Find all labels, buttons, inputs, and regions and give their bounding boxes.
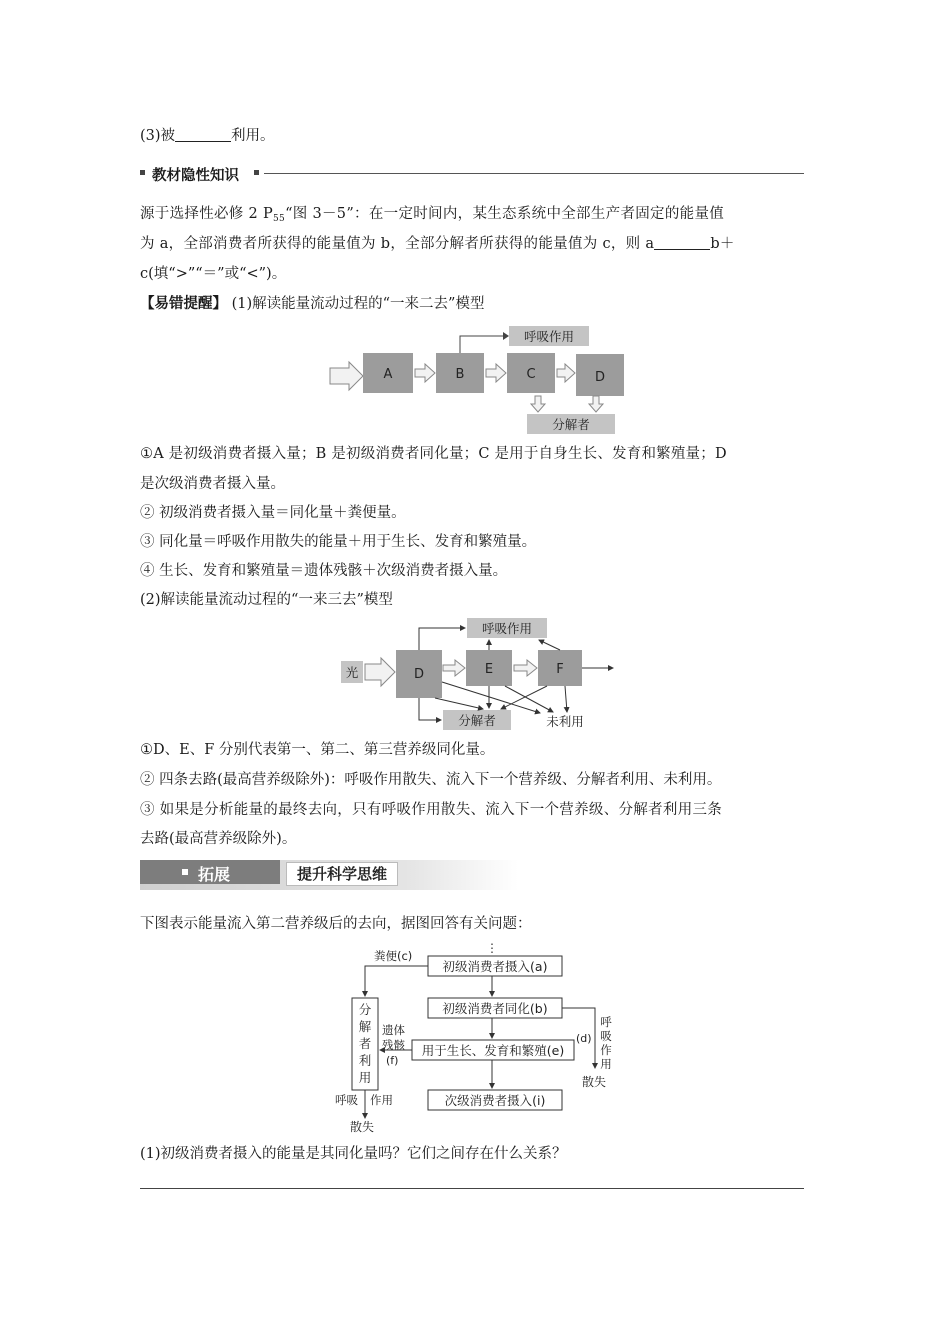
energy-flow-diagram-2 (335, 612, 620, 734)
arrow-icon (514, 660, 537, 676)
remains-label-2: 残骸 (382, 1038, 405, 1052)
box-f-label: F (556, 662, 564, 677)
down-arrow-icon (589, 396, 603, 412)
hidden-knowledge-line-1: 源于选择性必修 2 $P_{55}“$图 3－5”：在一定时间内，某生态系统中全部生产者固定的能量值 (140, 206, 725, 224)
lost-left: 散失 (350, 1120, 375, 1134)
svg-text:利: 利 (358, 1053, 372, 1068)
point-1-line-1: ①A 是初级消费者摄入量；B 是初级消费者同化量；C 是用于自身生长、发育和繁殖量；D (140, 446, 727, 462)
banner-text-box (286, 862, 398, 886)
extension-banner (140, 860, 518, 890)
resp-left-2: 作用 (370, 1093, 393, 1107)
assimilation-label: 初级消费者同化(b) (442, 1001, 548, 1016)
box-a-label: A (383, 367, 393, 382)
decomposer-label: 分解者 (552, 417, 590, 432)
intro-text: 下图表示能量流入第二营养级后的去向，据图回答有关问题： (140, 916, 532, 932)
square-bullet-icon (182, 869, 188, 875)
lost-right: 散失 (582, 1075, 607, 1089)
point2-3-cont: 去路(最高营养级除外)。 (140, 831, 297, 847)
energy-flow-diagram-1 (325, 322, 635, 437)
point2-3: ③ 如果是分析能量的最终去向，只有呼吸作用散失、流入下一个营养级、分解者利用三条 (140, 802, 723, 818)
light-label: 光 (345, 665, 359, 680)
banner-tag: 拓展 (198, 865, 231, 884)
point2-2: ② 四条去路(最高营养级除外)：呼吸作用散失、流入下一个营养级、分解者利用、未利用。 (140, 772, 722, 788)
hidden-knowledge-line-2: 为 a，全部消费者所获得的能量值为 b，全部分解者所获得的能量值为 c，则 a b＋ (140, 236, 735, 252)
respiration-label: 呼吸作用 (523, 329, 575, 344)
point-1-line-2: 是次级消费者摄入量。 (140, 476, 285, 492)
input-arrow-icon (365, 658, 395, 686)
arrowhead-icon (503, 332, 509, 340)
next-level-label: 次级消费者摄入(i) (444, 1093, 546, 1108)
answer-blank (175, 127, 231, 142)
answer-line (140, 1188, 804, 1189)
unused-label: 未利用 (546, 714, 584, 729)
model-2-heading: (2)解读能量流动过程的“一来三去”模型 (140, 592, 393, 608)
growth-label: 用于生长、发育和繁殖(e) (421, 1043, 565, 1058)
remains-label-3: (f) (386, 1054, 399, 1067)
svg-text:用: 用 (358, 1070, 372, 1085)
square-bullet-icon (140, 170, 145, 175)
error-tip: 【易错提醒】 (1)解读能量流动过程的“一来二去”模型 (140, 296, 485, 312)
point-2: ② 初级消费者摄入量＝同化量＋粪便量。 (140, 505, 406, 521)
box-d-label: D (413, 667, 425, 682)
question-3: (3)被 利用。 (140, 128, 275, 144)
dots: ⋮ (486, 941, 498, 955)
svg-text:呼: 呼 (600, 1015, 612, 1029)
section-divider (264, 173, 804, 174)
question-1: (1)初级消费者摄入的能量是其同化量吗？它们之间存在什么关系？ (140, 1146, 567, 1162)
arrow-icon (443, 660, 465, 676)
point-4: ④ 生长、发育和繁殖量＝遗体残骸＋次级消费者摄入量。 (140, 563, 508, 579)
box-c-label: C (526, 367, 536, 382)
svg-text:分: 分 (358, 1002, 372, 1017)
box-e-label: E (484, 662, 494, 677)
hidden-knowledge-line-3: c(填“>”“＝”或“<”)。 (140, 266, 287, 282)
second-trophic-level-diagram (330, 938, 630, 1138)
respiration-label: 呼吸作用 (481, 621, 533, 636)
arrow-icon (415, 364, 435, 382)
square-bullet-icon (254, 170, 259, 175)
banner-text: 提升科学思维 (297, 865, 388, 883)
box-b-label: B (455, 367, 465, 382)
box-d-label: D (594, 370, 606, 385)
answer-blank (654, 235, 710, 250)
svg-text:作: 作 (600, 1043, 612, 1057)
svg-text:者: 者 (358, 1036, 372, 1051)
down-arrow-icon (531, 396, 545, 412)
remains-label-1: 遗体 (382, 1023, 405, 1037)
feces-label: 粪便(c) (374, 949, 413, 963)
arrow-icon (557, 364, 575, 382)
svg-text:吸: 吸 (600, 1029, 612, 1043)
svg-text:用: 用 (600, 1057, 612, 1071)
ingest-label: 初级消费者摄入(a) (442, 959, 548, 974)
decomposer-label: 分解者 (458, 713, 496, 728)
section-header (140, 164, 804, 184)
arrow-icon (486, 364, 506, 382)
svg-text:解: 解 (358, 1019, 372, 1034)
d-label: (d) (576, 1032, 592, 1045)
input-arrow-icon (330, 362, 363, 390)
point2-1: ①D、E、F 分别代表第一、第二、第三营养级同化量。 (140, 742, 495, 758)
resp-left-1: 呼吸 (335, 1093, 358, 1107)
section-title: 教材隐性知识 (152, 168, 239, 184)
point-3: ③ 同化量＝呼吸作用散失的能量＋用于生长、发育和繁殖量。 (140, 534, 537, 550)
